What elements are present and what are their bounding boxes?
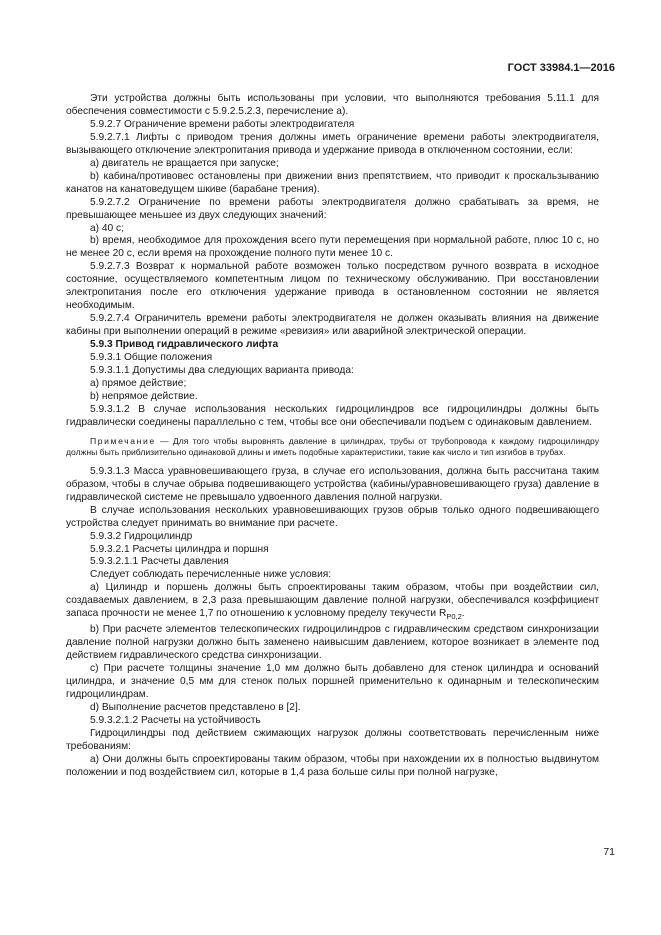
list-item: с) При расчете толщины значение 1,0 мм должно быть добавлено для стенок цилиндра и оснований цилиндра, и значение 0,5 мм для стенок полых поршней применительно к одинарным и телескопическим гидроцилиндрам.	[66, 663, 599, 701]
paragraph: 5.9.3.1.3 Масса уравновешивающего груза, в случае его использования, должна быть рассчитана таким образом, чтобы в случае обрыва подвешивающего устройства (кабины/уравновешивающего груза) давление в гидравлической системе не превышало удвоенного давления полной нагрузки.	[66, 465, 599, 503]
list-item: а) Они должны быть спроектированы таким образом, чтобы при нахождении их в полностью выдвинутом положении и под воздействием сил, которые в 1,4 раза больше силы при полной нагрузке,	[66, 753, 599, 778]
subscript-tail: .	[461, 608, 465, 620]
section-heading: 5.9.3.2.1 Расчеты цилиндра и поршня	[90, 543, 269, 555]
document-body	[66, 93, 599, 780]
section-heading: 5.9.3.2.1.1 Расчеты давления	[90, 556, 229, 568]
note	[66, 436, 599, 458]
paragraph: 5.9.2.7.3 Возврат к нормальной работе возможен только посредством ручного возврата в исходное состояние, осуществляемого компетентным лицом по техническому обслуживанию. При восстановлении электропитания после его отключения удержание привода в остановленном состоянии не является необходимым.	[66, 261, 599, 312]
page-number: 71	[603, 846, 615, 858]
list-item: b) кабина/противовес остановлены при движении вниз препятствием, что приводит к проскальзыванию канатов на канатоведущем шкиве (барабане трения).	[66, 170, 599, 195]
note-text: — Для того чтобы выровнять давление в цилиндрах, трубы от трубопровода к каждому гидроцилиндру должны быть приблизительно одинаковой длины и иметь подобные характеристики, такие как число и тип изгибов в трубах.	[66, 435, 599, 457]
paragraph: 5.9.3.1.1 Допустимы два следующих варианта привода:	[90, 365, 354, 377]
paragraph: 5.9.2.7.2 Ограничение по времени работы электродвигателя должно срабатывать за время, не превышающее меньшее из двух следующих значений:	[66, 196, 599, 221]
section-heading: 5.9.3.2.1.2 Расчеты на устойчивость	[90, 714, 261, 726]
section-heading: 5.9.3.2 Гидроцилиндр	[90, 530, 193, 542]
paragraph: Эти устройства должны быть использованы при условии, что выполняются требования 5.11.1 для обеспечения совместимости с 5.9.2.5.2.3, перечисление а).	[66, 93, 599, 117]
list-item	[66, 582, 599, 624]
paragraph: Гидроцилиндры под действием сжимающих нагрузок должны соответствовать перечисленным ниже требованиям:	[66, 727, 599, 752]
list-item: d) Выполнение расчетов представлено в [2].	[90, 701, 301, 713]
list-item-text: а) Цилиндр и поршень должны быть спроектированы таким образом, чтобы при воздействии сил, создаваемых давлением, в 2,3 раза превышающим давление полной нагрузки, обеспечивался коэффициент запаса прочности не менее 1,7 по отношению к условному пределу текучести R	[66, 582, 599, 620]
list-item: а) 40 с;	[90, 222, 124, 234]
list-item: b) непрямое действие.	[90, 390, 198, 402]
paragraph: Следует соблюдать перечисленные ниже условия:	[90, 569, 332, 581]
list-item: b) При расчете элементов телескопических гидроцилиндров с гидравлическим средством синхронизации давление полной нагрузки должно быть заменено наивысшим давлением, которое возникает в элементе под действием гидравлического средства синхронизации.	[66, 624, 599, 662]
page-header: ГОСТ 33984.1—2016	[507, 62, 615, 74]
subscript: P0,2	[446, 612, 462, 622]
section-heading-bold: 5.9.3 Привод гидравлического лифта	[90, 339, 279, 351]
list-item: а) прямое действие;	[90, 377, 187, 389]
paragraph: 5.9.3.1.2 В случае использования нескольких гидроцилиндров все гидроцилиндры должны быть гидравлически соединены параллельно с тем, чтобы все они обеспечивали подъем с одинаковым давлением.	[66, 403, 599, 428]
note-label: Примечание	[90, 435, 156, 446]
paragraph: В случае использования нескольких уравновешивающих грузов обрыв только одного подвешивающего устройства следует принимать во внимание при расчете.	[66, 504, 599, 529]
section-heading: 5.9.2.7 Ограничение времени работы электродвигателя	[90, 118, 355, 130]
list-item: а) двигатель не вращается при запуске;	[90, 157, 279, 169]
section-heading: 5.9.3.1 Общие положения	[90, 352, 213, 364]
list-item: b) время, необходимое для прохождения всего пути перемещения при нормальной работе, плюс 10 с, но не менее 20 с, если время на прохождение полного пути менее 10 с.	[66, 235, 599, 260]
paragraph: 5.9.2.7.4 Ограничитель времени работы электродвигателя не должен оказывать влияния на движение кабины при выполнении операций в режиме «ревизия» или аварийной электрической операции.	[66, 313, 599, 338]
paragraph: 5.9.2.7.1 Лифты с приводом трения должны иметь ограничение времени работы электродвигателя, вызывающего отключение электропитания привода и удержание привода в отключенном состоянии, если:	[66, 131, 599, 156]
